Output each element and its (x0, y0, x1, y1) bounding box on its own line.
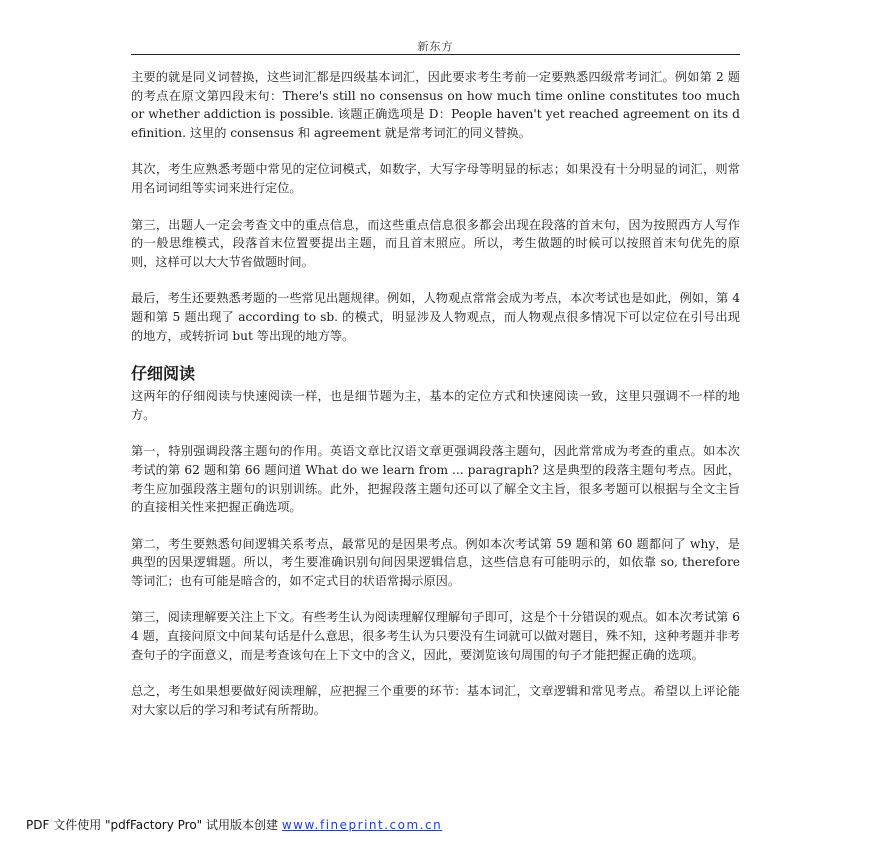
paragraph-context: 第三，阅读理解要关注上下文。有些考生认为阅读理解仅理解句子即可，这是个十分错误的观点。如本次考试第 64 题，直接问原文中间某句话是什么意思，很多考生认为只要没有生词就可以做对题目，殊不知，这种考题并非考查句子的字面意义，而是考查该句在上下文中的含义，因此，要浏览该句周围的句子才能把握正确的选项。 (131, 610, 740, 662)
paragraph-synonym-replacement: 主要的就是同义词替换，这些词汇都是四级基本词汇，因此要求考生考前一定要熟悉四级常考词汇。例如第 2 题的考点在原文第四段末句：There's still no consensus on how much time online constitutes too much or whether addiction is possible. 该题正确选项是 D：People haven't yet reached agreement on its definition. 这里的 consensus 和 agreement 就是常考词汇的同义替换。 (131, 70, 740, 140)
document-body (131, 68, 740, 737)
paragraph-logic-relations: 第二，考生要熟悉句间逻辑关系考点，最常见的是因果考点。例如本次考试第 59 题和第 60 题都问了 why，是典型的因果逻辑题。所以，考生要准确识别句间因果逻辑信息，这些信息有可能明示的，如依靠 so, therefore 等词汇；也有可能是暗含的，如不定式目的状语常揭示原因。 (131, 536, 740, 588)
pdf-footer (26, 816, 442, 833)
header-divider (131, 54, 740, 55)
section-heading-careful-reading: 仔细阅读 (131, 364, 196, 384)
paragraph-question-patterns: 最后，考生还要熟悉考题的一些常见出题规律。例如，人物观点常常会成为考点，本次考试也是如此，例如，第 4 题和第 5 题出现了 according to sb. 的模式，明显涉及人物观点，而人物观点很多情况下可以定位在引号出现的地方，或转折词 but 等出现的地方等。 (131, 291, 740, 343)
paragraph-careful-reading-intro: 这两年的仔细阅读与快速阅读一样，也是细节题为主，基本的定位方式和快速阅读一致，这里只强调不一样的地方。 (131, 389, 740, 422)
paragraph-topic-sentence: 第一，特别强调段落主题句的作用。英语文章比汉语文章更强调段落主题句，因此常常成为考查的重点。如本次考试的第 62 题和第 66 题问道 What do we learn from ... paragraph? 这是典型的段落主题句考点。因此，考生应加强段落主题句的识别训练。此外，把握段落主题句还可以了解全文主旨，很多考题可以根据与全文主旨的直接相关性来把握正确选项。 (131, 444, 740, 515)
paragraph-conclusion: 总之，考生如果想要做好阅读理解，应把握三个重要的环节：基本词汇，文章逻辑和常见考点。希望以上评论能对大家以后的学习和考试有所帮助。 (131, 684, 740, 717)
footer-text: PDF 文件使用 "pdfFactory Pro" 试用版本创建 (26, 818, 279, 832)
page-header-label: 新东方 (417, 40, 454, 53)
paragraph-key-information: 第三，出题人一定会考查文中的重点信息，而这些重点信息很多都会出现在段落的首末句，因为按照西方人写作的一般思维模式，段落首末位置要提出主题，而且首末照应。所以，考生做题的时候可以按照首末句优先的原则，这样可以大大节省做题时间。 (131, 217, 740, 269)
footer-link[interactable]: www.fineprint.com.cn (281, 818, 443, 832)
paragraph-locator-words: 其次，考生应熟悉考题中常见的定位词模式，如数字，大写字母等明显的标志；如果没有十分明显的词汇，则常用名词词组等实词来进行定位。 (131, 162, 740, 195)
